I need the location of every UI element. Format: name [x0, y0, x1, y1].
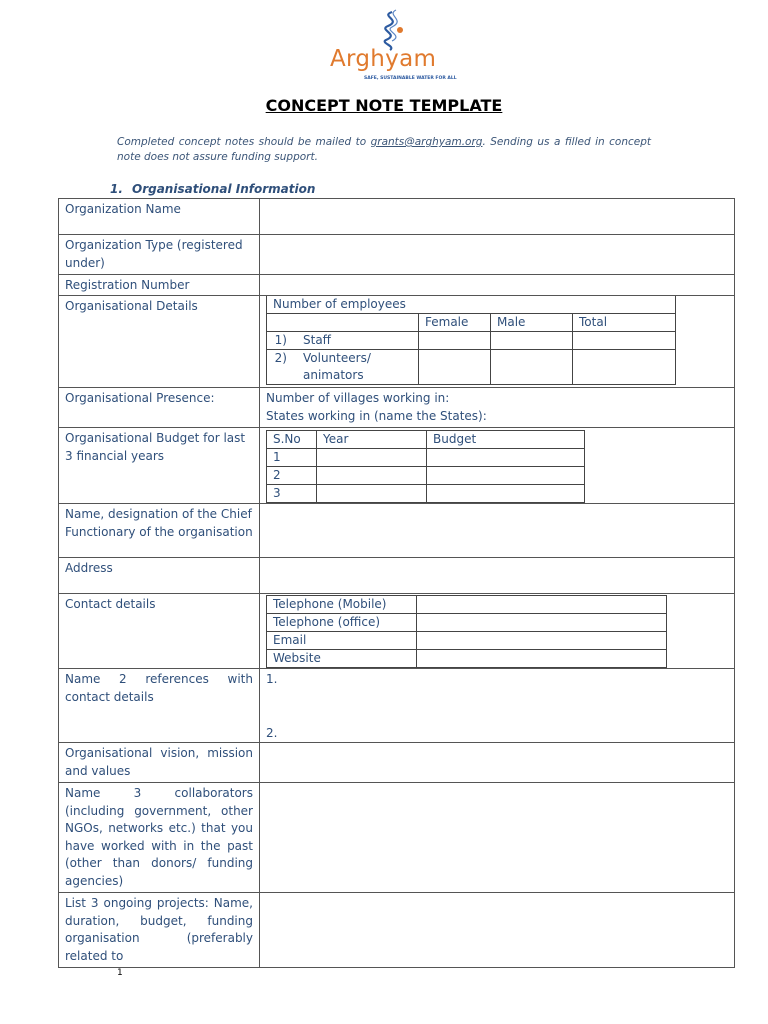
- col-sno: S.No: [267, 431, 317, 449]
- arghyam-logo: [320, 8, 457, 86]
- field-reg-number[interactable]: [260, 275, 735, 296]
- references-cell[interactable]: [260, 669, 735, 743]
- field-mobile[interactable]: [417, 596, 667, 614]
- page-title: CONCEPT NOTE TEMPLATE: [265, 96, 503, 115]
- budget-table: [266, 430, 585, 503]
- employees-header: Number of employees: [267, 296, 676, 314]
- section-title: Organisational Information: [132, 182, 316, 196]
- staff-num: 1): [274, 333, 287, 347]
- org-budget-cell: [260, 428, 735, 504]
- label-contact-details: Contact details: [59, 594, 260, 669]
- contact-label-mobile: Telephone (Mobile): [267, 596, 417, 614]
- contact-label-office: Telephone (office): [267, 614, 417, 632]
- field-staff-male[interactable]: [491, 332, 573, 350]
- field-budget-1-year[interactable]: [317, 449, 427, 467]
- label-collaborators: Name 3 collaborators (including government, other NGOs, networks etc.) that you have worked with in the past (other than donors/ funding agencies): [59, 783, 260, 893]
- field-budget-2-amount[interactable]: [427, 467, 585, 485]
- budget-row-3-sno: 3: [267, 485, 317, 503]
- reference-1: 1.: [266, 672, 278, 686]
- logo-wordmark: Arghyam: [330, 46, 437, 72]
- contact-label-email: Email: [267, 632, 417, 650]
- reference-2: 2.: [266, 726, 278, 740]
- field-vol-female[interactable]: [419, 350, 491, 385]
- field-vision[interactable]: [260, 743, 735, 783]
- label-address: Address: [59, 558, 260, 594]
- states-line: States working in (name the States):: [266, 408, 487, 423]
- page-number: 1: [117, 968, 123, 978]
- col-male: Male: [491, 314, 573, 332]
- label-org-name: Organization Name: [59, 199, 260, 235]
- contact-table: [266, 595, 667, 668]
- label-org-presence: Organisational Presence:: [59, 388, 260, 428]
- field-org-name[interactable]: [260, 199, 735, 235]
- field-budget-3-year[interactable]: [317, 485, 427, 503]
- logo-tagline: SAFE, SUSTAINABLE WATER FOR ALL: [364, 76, 457, 81]
- field-budget-3-amount[interactable]: [427, 485, 585, 503]
- label-projects: List 3 ongoing projects: Name, duration, budget, funding organisation (preferably related to: [59, 893, 260, 968]
- field-email[interactable]: [417, 632, 667, 650]
- intro-text-before: Completed concept notes should be mailed to: [117, 136, 371, 148]
- label-org-budget: Organisational Budget for last 3 financial years: [59, 428, 260, 504]
- label-references: Name 2 references with contact details: [59, 669, 260, 743]
- row-staff: [267, 332, 419, 350]
- grants-email-link[interactable]: grants@arghyam.org: [370, 136, 483, 148]
- staff-label: Staff: [303, 333, 331, 347]
- field-website[interactable]: [417, 650, 667, 668]
- row-volunteers: [267, 350, 419, 385]
- field-vol-male[interactable]: [491, 350, 573, 385]
- field-projects[interactable]: [260, 893, 735, 968]
- field-collaborators[interactable]: [260, 783, 735, 893]
- col-budget: Budget: [427, 431, 585, 449]
- field-chief-functionary[interactable]: [260, 504, 735, 558]
- field-org-type[interactable]: [260, 235, 735, 275]
- contact-label-website: Website: [267, 650, 417, 668]
- label-org-type: Organization Type (registered under): [59, 235, 260, 275]
- label-chief-functionary: Name, designation of the Chief Functionary of the organisation: [59, 504, 260, 558]
- section-number: 1.: [110, 182, 123, 196]
- intro-paragraph: [117, 135, 651, 165]
- field-staff-female[interactable]: [419, 332, 491, 350]
- label-vision: Organisational vision, mission and values: [59, 743, 260, 783]
- intro-text-after: . Sending us a filled in concept note does not assure funding support.: [117, 136, 651, 163]
- field-office[interactable]: [417, 614, 667, 632]
- budget-row-1-sno: 1: [267, 449, 317, 467]
- org-info-table: [58, 198, 735, 968]
- employees-table: [266, 295, 676, 385]
- field-staff-total[interactable]: [573, 332, 676, 350]
- col-female: Female: [419, 314, 491, 332]
- volunteers-label: Volunteers/ animators: [303, 351, 371, 382]
- col-year: Year: [317, 431, 427, 449]
- contact-details-cell: [260, 594, 735, 669]
- org-presence-cell[interactable]: [260, 388, 735, 428]
- villages-line: Number of villages working in:: [266, 391, 450, 405]
- field-address[interactable]: [260, 558, 735, 594]
- field-vol-total[interactable]: [573, 350, 676, 385]
- org-details-cell: [260, 296, 735, 388]
- label-org-details: Organisational Details: [59, 296, 260, 388]
- field-budget-2-year[interactable]: [317, 467, 427, 485]
- section-heading: [110, 182, 315, 196]
- col-total: Total: [573, 314, 676, 332]
- budget-row-2-sno: 2: [267, 467, 317, 485]
- label-reg-number: Registration Number: [59, 275, 260, 296]
- volunteers-num: 2): [274, 351, 287, 365]
- employees-blank-header: [267, 314, 419, 332]
- field-budget-1-amount[interactable]: [427, 449, 585, 467]
